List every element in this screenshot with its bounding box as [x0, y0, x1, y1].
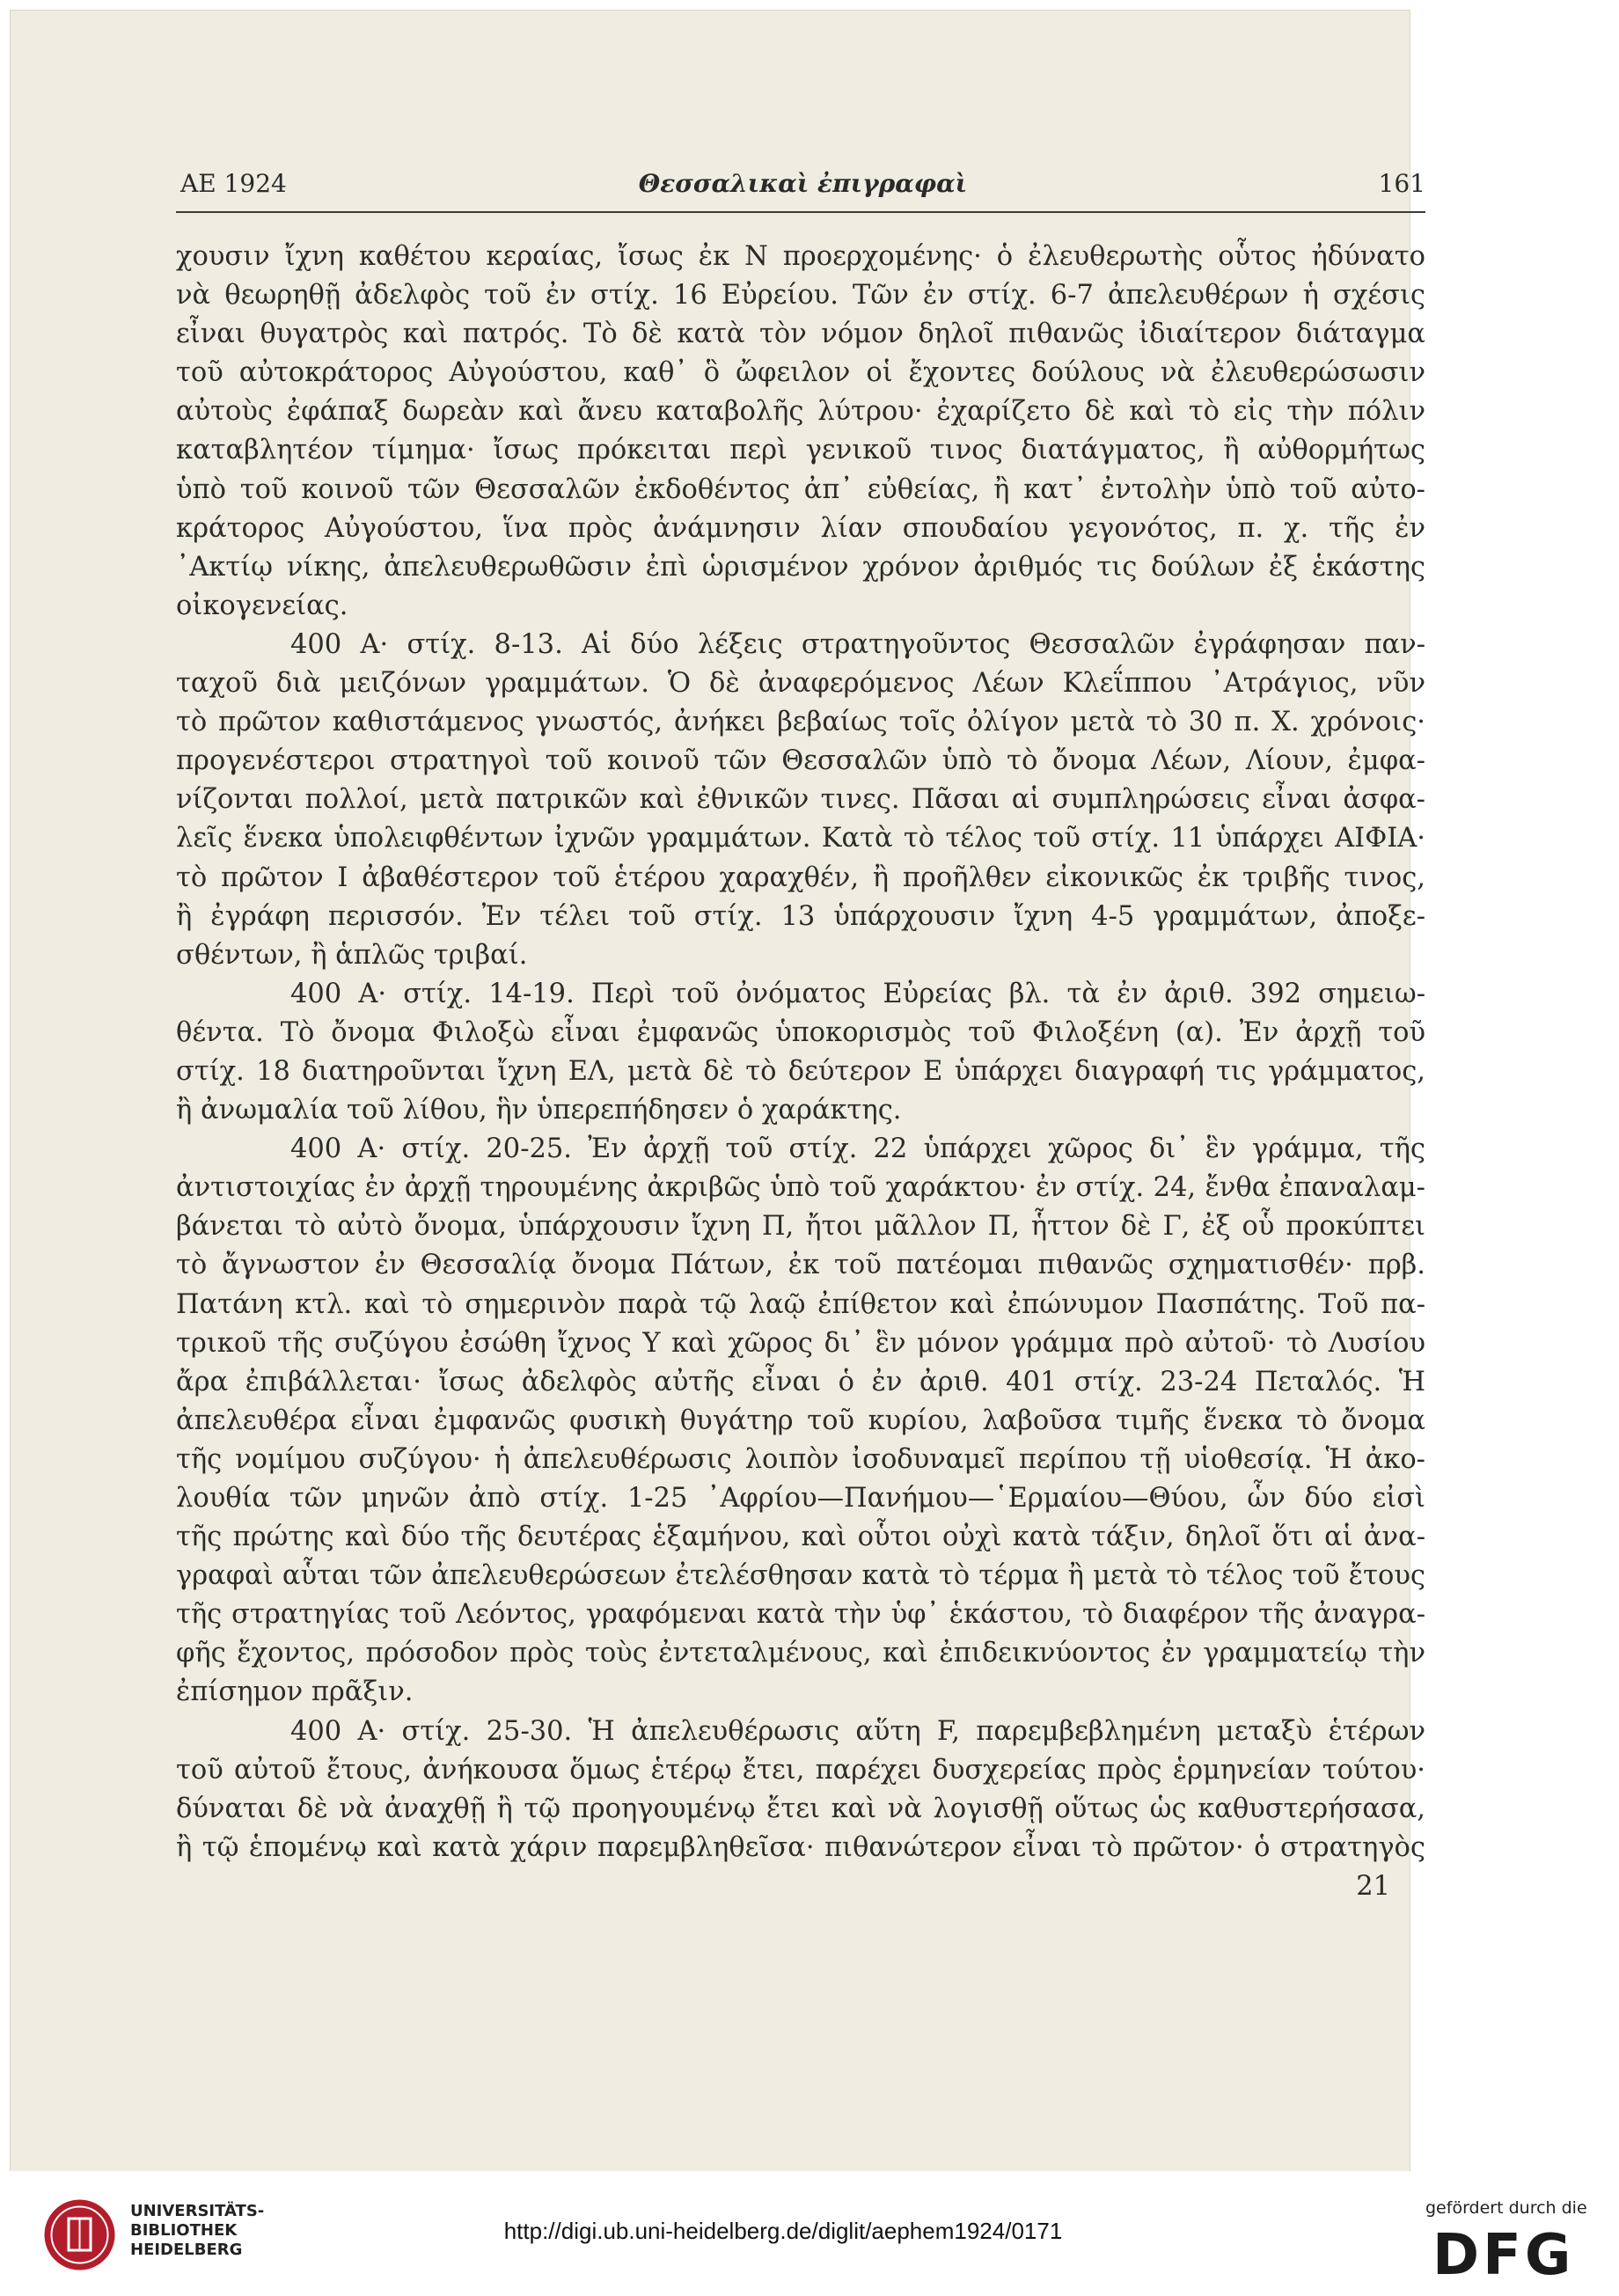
text-line: ἐπίσημον πρᾶξιν. — [176, 1676, 414, 1708]
paragraph — [176, 1130, 1425, 1712]
text-line: ἀντιστοιχίας ἐν ἀρχῇ τηρουμένης ἀκριβῶς ὑπὸ τοῦ χαράκτου· ἐν στίχ. 24, ἔνθα ἐπαναλαμ- — [176, 1172, 1425, 1204]
text-line: τοῦ αὐτοῦ ἔτους, ἀνήκουσα ὅμως ἑτέρῳ ἔτει, παρέχει δυσχερείας πρὸς ἑρμηνείαν τούτου· — [176, 1754, 1425, 1786]
text-line: Πατάνη κτλ. καὶ τὸ σημερινὸν παρὰ τῷ λαῷ ἐπίθετον καὶ ἐπώνυμον Πασπάτης. Τοῦ πα- — [176, 1288, 1425, 1320]
text-line: τρικοῦ τῆς συζύγου ἐσώθη ἴχνος Υ καὶ χῶρος δι᾽ ἓν μόνον γράμμα πρὸ αὐτοῦ· τὸ Λυσίου — [176, 1327, 1425, 1359]
text-line: φῆς ἔχοντος, πρόσοδον πρὸς τοὺς ἐντεταλμένους, καὶ ἐπιδεικνύοντος ἐν γραμματείῳ τὴν — [176, 1638, 1425, 1669]
body-text — [176, 238, 1425, 1906]
text-line: εἶναι θυγατρὸς καὶ πατρός. Τὸ δὲ κατὰ τὸν νόμον δηλοῖ πιθανῶς ἰδιαίτερον διάταγμα — [176, 319, 1425, 350]
text-line: θέντα. Τὸ ὄνομα Φιλοξὼ εἶναι ἐμφανῶς ὑποκορισμὸς τοῦ Φιλοξένη (α). Ἐν ἀρχῇ τοῦ — [176, 1016, 1425, 1048]
text-line: τὸ ἄγνωστον ἐν Θεσσαλίᾳ ὄνομα Πάτων, ἐκ τοῦ πατέομαι πιθανῶς σχηματισθέν· πρβ. — [176, 1250, 1425, 1281]
text-line: λουθία τῶν μηνῶν ἀπὸ στίχ. 1-25 ᾽Αφρίου—Πανήμου—῾Ερμαίου—Θύου, ὧν δύο εἰσὶ — [176, 1483, 1425, 1514]
text-line: καταβλητέον τίμημα· ἴσως πρόκειται περὶ γενικοῦ τινος διατάγματος, ἢ αὐθορμήτως — [176, 435, 1425, 466]
text-line: γραφαὶ αὗται τῶν ἀπελευθερώσεων ἐτελέσθησαν κατὰ τὸ τέρμα ἢ μετὰ τὸ τέλος τοῦ ἔτους — [176, 1560, 1425, 1592]
text-line: τοῦ αὐτοκράτορος Αὐγούστου, καθ᾽ ὃ ὤφειλον οἱ ἔχοντες δούλους νὰ ἐλευθερώσωσιν — [176, 357, 1425, 389]
library-name-line: BIBLIOTHEK — [130, 2221, 238, 2240]
page-number: 161 — [1378, 169, 1425, 198]
library-name — [130, 2202, 264, 2260]
text-line: ἢ ἐγράφη περισσόν. Ἐν τέλει τοῦ στίχ. 13 ὑπάρχουσιν ἴχνη 4-5 γραμμάτων, ἀποξε- — [176, 900, 1425, 932]
text-line: τῆς στρατηγίας τοῦ Λεόντος, γραφόμεναι κατὰ τὴν ὑφ᾽ ἑκάστου, τὸ διαφέρον τῆς ἀναγρα- — [176, 1599, 1425, 1631]
text-line: βάνεται τὸ αὐτὸ ὄνομα, ὑπάρχουσιν ἴχνη Π, ἤτοι μᾶλλον Π, ἧττον δὲ Γ, ἐξ οὗ προκύπτει — [176, 1211, 1425, 1243]
paragraph — [176, 975, 1425, 1130]
text-line: τῆς πρώτης καὶ δύο τῆς δευτέρας ἑξαμήνου, καὶ οὗτοι οὐχὶ κατὰ τάξιν, δηλοῖ ὅτι αἱ ἀνα- — [176, 1522, 1425, 1553]
text-line: ἢ ἀνωμαλία τοῦ λίθου, ἣν ὑπερεπήδησεν ὁ χαράκτης. — [176, 1095, 902, 1126]
dfg-logo-text: DFG — [1432, 2226, 1575, 2279]
text-line: τὸ πρῶτον καθιστάμενος γνωστός, ἀνήκει βεβαίως τοῖς ὀλίγον μετὰ τὸ 30 π. Χ. χρόνοις· — [176, 707, 1425, 738]
text-line: ἀπελευθέρα εἶναι ἐμφανῶς φυσικὴ θυγάτηρ τοῦ κυρίου, λαβοῦσα τιμῆς ἕνεκα τὸ ὄνομα — [176, 1405, 1425, 1436]
text-line: ἢ τῷ ἑπομένῳ καὶ κατὰ χάριν παρεμβληθεῖσα· πιθανώτερον εἶναι τὸ πρῶτον· ὁ στρατηγὸς — [176, 1831, 1425, 1863]
text-line: αὐτοὺς ἐφάπαξ δωρεὰν καὶ ἄνευ καταβολῆς λύτρου· ἐχαρίζετο δὲ καὶ τὸ εἰς τὴν πόλιν — [176, 396, 1425, 428]
page-title: Θεσσαλικαὶ ἐπιγραφαὶ — [638, 169, 968, 198]
signature-mark: 21 — [1356, 1870, 1390, 1902]
text-line: δύναται δὲ νὰ ἀναχθῇ ἢ τῷ προηγουμένῳ ἔτει καὶ νὰ λογισθῇ οὕτως ὡς καθυστερήσασα, — [176, 1793, 1425, 1824]
paragraph — [176, 626, 1425, 975]
text-line: ὑπὸ τοῦ κοινοῦ τῶν Θεσσαλῶν ἐκδοθέντος ἀπ᾽ εὐθείας, ἢ κατ᾽ ἐντολὴν ὑπὸ τοῦ αὐτο- — [176, 473, 1425, 505]
text-line: χουσιν ἴχνη καθέτου κεραίας, ἴσως ἐκ N προερχομένης· ὁ ἐλευθερωτὴς οὗτος ἠδύνατο — [176, 241, 1425, 272]
library-name-line: UNIVERSITÄTS- — [130, 2202, 265, 2220]
text-line: ταχοῦ διὰ μειζόνων γραμμάτων. Ὁ δὲ ἀναφερόμενος Λέων Κλεΐππου ᾽Ατράγιος, νῦν — [176, 668, 1425, 700]
library-name-line: HEIDELBERG — [130, 2241, 243, 2259]
journal-abbrev: ΑΕ 1924 — [180, 169, 287, 198]
header-rule — [176, 211, 1425, 213]
text-line: σθέντων, ἢ ἁπλῶς τριβαί. — [176, 939, 528, 971]
text-line: τῆς νομίμου συζύγου· ἡ ἀπελευθέρωσις λοιπὸν ἰσοδυναμεῖ περίπου τῇ υἱοθεσίᾳ. Ἡ ἀκο- — [176, 1443, 1425, 1475]
text-line: λεῖς ἕνεκα ὑπολειφθέντων ἰχνῶν γραμμάτων. Κατὰ τὸ τέλος τοῦ στίχ. 11 ὑπάρχει ΑΙΦΙΑ· — [176, 823, 1425, 855]
text-line: ἄρα ἐπιβάλλεται· ἴσως ἀδελφὸς αὐτῆς εἶναι ὁ ἐν ἀριθ. 401 στίχ. 23-24 Πεταλός. Ἡ — [176, 1366, 1425, 1397]
running-head — [180, 169, 1425, 204]
text-line: οἰκογενείας. — [176, 590, 348, 621]
text-line: προγενέστεροι στρατηγοὶ τοῦ κοινοῦ τῶν Θεσσαλῶν ὑπὸ τὸ ὄνομα Λέων, Λίουν, ἐμφα- — [176, 745, 1425, 777]
text-line: 400 Α· στίχ. 8-13. Αἱ δύο λέξεις στρατηγοῦντος Θεσσαλῶν ἐγράφησαν παν- — [290, 628, 1425, 660]
dfg-logo — [1432, 2226, 1591, 2279]
text-line: ᾽Ακτίῳ νίκης, ἀπελευθερωθῶσιν ἐπὶ ὡρισμένον χρόνον ἀριθμός τις δούλων ἐξ ἑκάστης — [176, 551, 1425, 583]
paragraph — [176, 238, 1425, 626]
text-line: νὰ θεωρηθῇ ἀδελφὸς τοῦ ἐν στίχ. 16 Εὐρείου. Τῶν ἐν στίχ. 6-7 ἀπελευθέρων ἡ σχέσις — [176, 280, 1425, 312]
text-line: νίζονται πολλοί, μετὰ πατρικῶν καὶ ἐθνικῶν τινες. Πᾶσαι αἱ συμπληρώσεις εἶναι ἀσφα- — [176, 784, 1425, 816]
text-line: κράτορος Αὐγούστου, ἵνα πρὸς ἀνάμνησιν λίαν σπουδαίου γεγονότος, π. χ. τῆς ἐν — [176, 512, 1425, 544]
text-line: τὸ πρῶτον Ι ἀβαθέστερον τοῦ ἑτέρου χαραχθέν, ἢ προῆλθεν εἰκονικῶς ἐκ τριβῆς τινος, — [176, 862, 1425, 893]
text-line: στίχ. 18 διατηροῦνται ἴχνη ΕΛ, μετὰ δὲ τὸ δεύτερον Ε ὑπάρχει διαγραφή τις γράμματος, — [176, 1055, 1425, 1087]
text-line: 400 Α· στίχ. 25-30. Ἡ ἀπελευθέρωσις αὕτη F, παρεμβεβλημένη μεταξὺ ἑτέρων — [290, 1715, 1425, 1747]
university-seal-logo — [42, 2197, 117, 2272]
funding-note: gefördert durch die — [1425, 2198, 1587, 2218]
text-line: 400 Α· στίχ. 20-25. Ἐν ἀρχῇ τοῦ στίχ. 22 ὑπάρχει χῶρος δι᾽ ἓν γράμμα, τῆς — [290, 1133, 1425, 1165]
permalink-url[interactable]: http://digi.ub.uni-heidelberg.de/diglit/aephem1924/0171 — [503, 2218, 1063, 2244]
text-line: 400 Α· στίχ. 14-19. Περὶ τοῦ ὀνόματος Εὐρείας βλ. τὰ ἐν ἀριθ. 392 σημειω- — [290, 978, 1425, 1009]
paragraph — [176, 1713, 1425, 1906]
